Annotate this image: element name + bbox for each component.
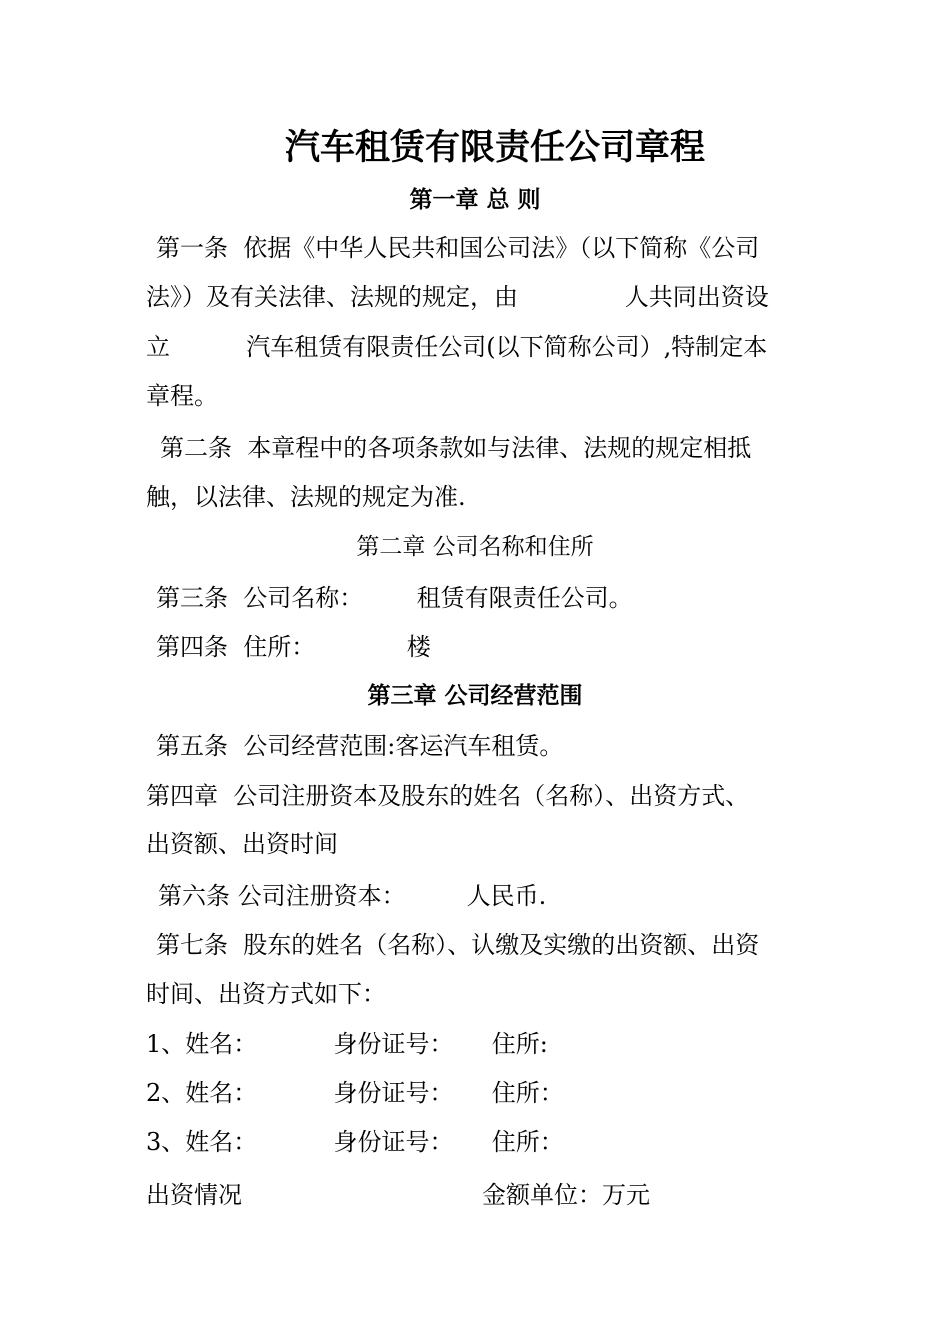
- chapter-4-heading-line-1: 第四章 公司注册资本及股东的姓名（名称）、出资方式、: [146, 782, 750, 810]
- article-1-line-3: 立 汽车租赁有限责任公司(以下简称公司）,特制定本: [146, 333, 768, 361]
- shareholder-1: 1、姓名： 身份证号： 住所:: [146, 1030, 548, 1058]
- shareholder-3: 3、姓名： 身份证号： 住所：: [146, 1128, 564, 1156]
- article-7-line-2: 时间、出资方式如下：: [146, 980, 386, 1008]
- article-2-line-2: 触，以法律、法规的规定为准.: [146, 483, 466, 511]
- article-1-line-2: 法》）及有关法律、法规的规定，由 人共同出资设: [146, 283, 769, 311]
- article-4: 第四条 住所： 楼: [156, 633, 431, 661]
- chapter-4-heading-line-2: 出资额、出资时间: [146, 830, 338, 858]
- shareholder-2: 2、姓名： 身份证号： 住所：: [146, 1079, 564, 1107]
- article-7-line-1: 第七条 股东的姓名（名称）、认缴及实缴的出资额、出资: [156, 931, 760, 959]
- article-2-line-1: 第二条 本章程中的各项条款如与法律、法规的规定相抵: [160, 434, 752, 462]
- article-1-line-1: 第一条 依据《中华人民共和国公司法》（以下简称《公司: [156, 234, 760, 262]
- amount-unit: 金额单位：万元: [482, 1181, 650, 1209]
- article-1-line-4: 章程。: [146, 382, 218, 410]
- chapter-1-heading: 第一章 总 则: [409, 186, 541, 213]
- document-title: 汽车租赁有限责任公司章程: [284, 127, 705, 168]
- contribution-label: 出资情况: [146, 1181, 242, 1209]
- chapter-2-heading: 第二章 公司名称和住所: [356, 534, 594, 560]
- article-6: 第六条 公司注册资本： 人民币.: [158, 882, 547, 910]
- article-5: 第五条 公司经营范围:客运汽车租赁。: [156, 732, 564, 760]
- chapter-3-heading: 第三章 公司经营范围: [367, 682, 583, 709]
- article-3: 第三条 公司名称： 租赁有限责任公司。: [156, 584, 633, 612]
